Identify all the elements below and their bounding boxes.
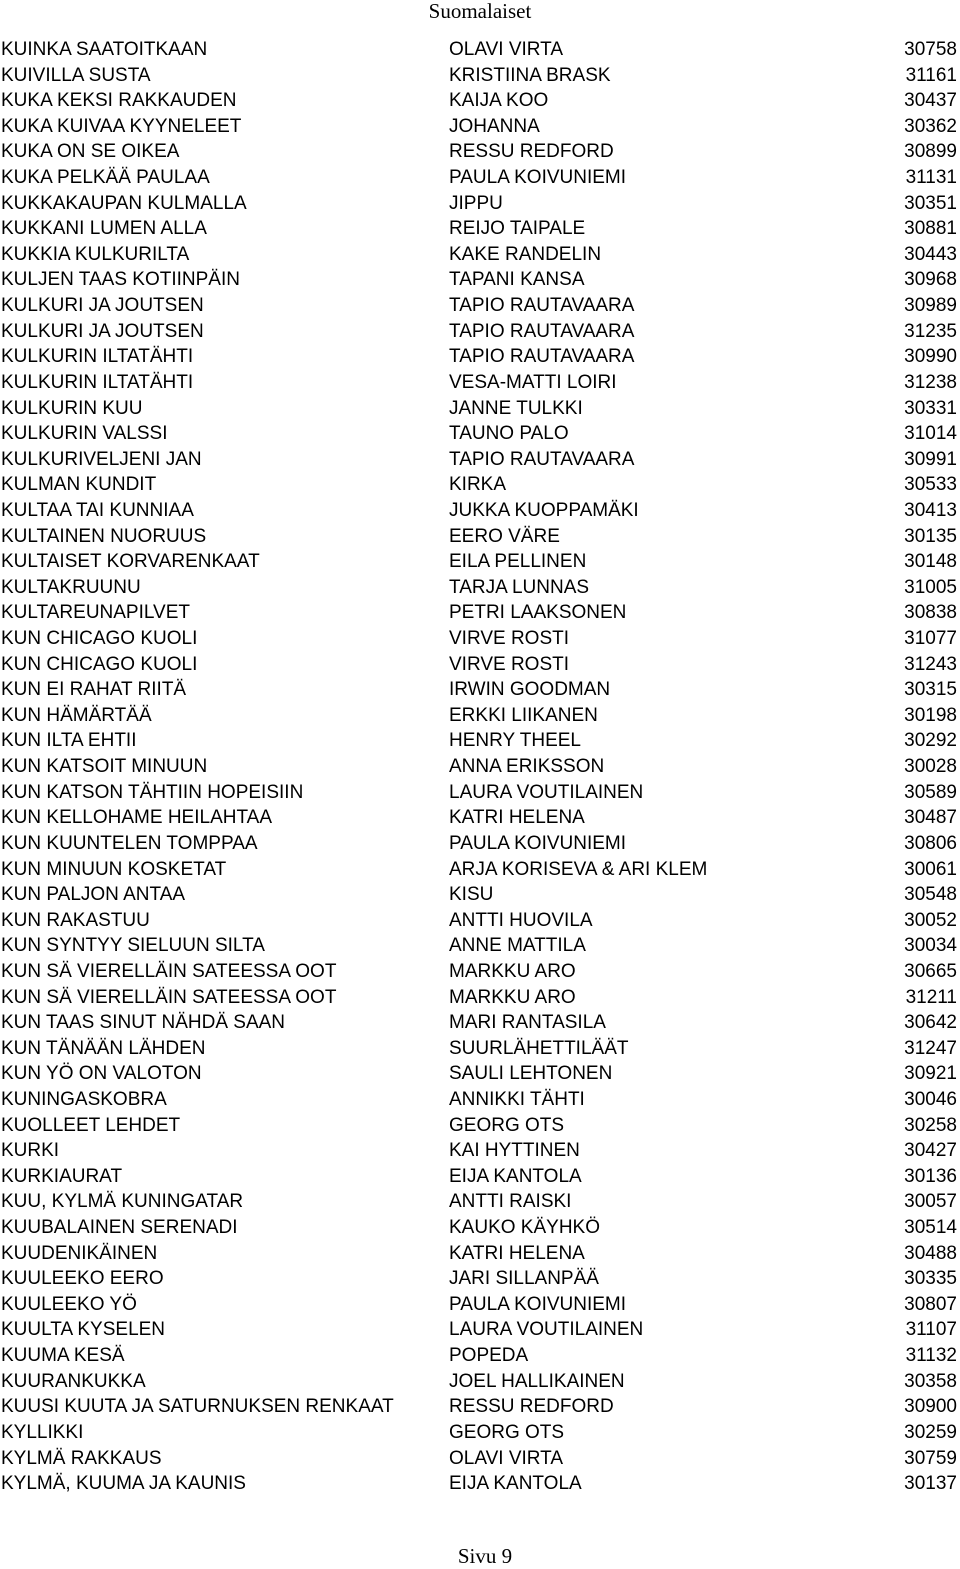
song-title: KURKIAURAT: [1, 1165, 123, 1187]
song-row: [0, 447, 960, 473]
song-row: [0, 191, 960, 217]
song-title: KUN MINUUN KOSKETAT: [1, 858, 227, 880]
song-title: KULTAA TAI KUNNIAA: [1, 499, 194, 521]
song-artist: REIJO TAIPALE: [449, 218, 586, 240]
song-artist: HENRY THEEL: [449, 730, 581, 752]
song-artist: OLAVI VIRTA: [449, 39, 564, 60]
song-artist: TARJA LUNNAS: [449, 576, 590, 598]
song-title: KULKURIN ILTATÄHTI: [1, 346, 194, 368]
song-artist: PETRI LAAKSONEN: [449, 602, 627, 624]
song-artist: JANNE TULKKI: [449, 397, 583, 419]
song-code: 30362: [904, 115, 957, 137]
song-code: 30258: [904, 1114, 957, 1136]
song-code: 30028: [904, 756, 957, 778]
song-row: [0, 37, 960, 63]
song-artist: JOHANNA: [449, 115, 540, 137]
song-row: [0, 293, 960, 319]
song-row: [0, 1420, 960, 1446]
song-row: [0, 754, 960, 780]
song-code: 30989: [904, 295, 957, 317]
song-row: [0, 857, 960, 883]
song-artist: KAIJA KOO: [449, 90, 549, 112]
song-artist: RESSU REDFORD: [449, 141, 614, 163]
song-title: KUN EI RAHAT RIITÄ: [1, 679, 187, 701]
song-row: [0, 549, 960, 575]
song-artist: TAUNO PALO: [449, 423, 569, 445]
song-artist: PAULA KOIVUNIEMI: [449, 832, 627, 854]
song-code: 30315: [904, 679, 957, 701]
page-header: Suomalaiset: [428, 0, 532, 23]
song-title: KUN CHICAGO KUOLI: [1, 653, 198, 675]
song-code: 30427: [904, 1140, 957, 1162]
song-artist: ANNA ERIKSSON: [449, 756, 605, 778]
song-code: 31077: [904, 628, 957, 650]
song-row: [0, 805, 960, 831]
song-row: [0, 1471, 960, 1497]
song-artist: RESSU REDFORD: [449, 1396, 614, 1418]
song-title: KUULEEKO EERO: [1, 1268, 164, 1290]
song-row: [0, 1036, 960, 1062]
song-title: KUN SÄ VIERELLÄIN SATEESSA OOT: [1, 960, 337, 982]
song-row: [0, 1446, 960, 1472]
song-row: [0, 139, 960, 165]
song-row: [0, 1266, 960, 1292]
song-title: KUN PALJON ANTAA: [1, 884, 186, 906]
song-artist: EERO VÄRE: [449, 525, 560, 547]
song-row: [0, 677, 960, 703]
song-row: [0, 88, 960, 114]
song-artist: JUKKA KUOPPAMÄKI: [449, 499, 639, 521]
song-artist: POPEDA: [449, 1345, 529, 1367]
song-row: [0, 1292, 960, 1318]
song-row: [0, 344, 960, 370]
song-code: 30759: [904, 1447, 957, 1469]
song-artist: IRWIN GOODMAN: [449, 679, 611, 701]
song-artist: KATRI HELENA: [449, 807, 585, 829]
song-artist: TAPANI KANSA: [449, 269, 585, 291]
song-artist: MARKKU ARO: [449, 960, 576, 982]
song-title: KUUMA KESÄ: [1, 1345, 125, 1367]
song-row: [0, 959, 960, 985]
song-artist: ANTTI RAISKI: [449, 1191, 572, 1213]
song-code: 30881: [904, 218, 957, 240]
song-row: [0, 1394, 960, 1420]
song-code: 30487: [904, 807, 957, 829]
song-title: KUN CHICAGO KUOLI: [1, 628, 198, 650]
song-title: KYLLIKKI: [1, 1421, 84, 1443]
song-title: KYLMÄ, KUUMA JA KAUNIS: [1, 1473, 246, 1495]
song-title: KYLMÄ RAKKAUS: [1, 1447, 162, 1469]
song-title: KUINKA SAATOITKAAN: [1, 39, 208, 60]
song-code: 30136: [904, 1165, 957, 1187]
song-title: KULKURI JA JOUTSEN: [1, 320, 204, 342]
song-artist: JIPPU: [449, 192, 503, 214]
song-row: [0, 703, 960, 729]
song-code: 30900: [904, 1396, 957, 1418]
song-code: 30589: [904, 781, 957, 803]
song-row: [0, 1241, 960, 1267]
song-row: [0, 626, 960, 652]
song-code: 30533: [904, 474, 957, 496]
song-row: [0, 63, 960, 89]
song-title: KULJEN TAAS KOTIINPÄIN: [1, 269, 240, 291]
song-row: [0, 600, 960, 626]
song-code: 31235: [904, 320, 957, 342]
song-code: 30137: [904, 1473, 957, 1495]
song-code: 30443: [904, 243, 957, 265]
song-artist: JARI SILLANPÄÄ: [449, 1268, 599, 1290]
song-row: [0, 267, 960, 293]
song-artist: TAPIO RAUTAVAARA: [449, 448, 635, 470]
song-code: 31107: [905, 1319, 957, 1341]
song-code: 30148: [904, 551, 957, 573]
song-artist: KAKE RANDELIN: [449, 243, 602, 265]
song-artist: KISU: [449, 884, 494, 906]
song-code: 30921: [904, 1063, 957, 1085]
song-row: [0, 216, 960, 242]
song-artist: ERKKI LIIKANEN: [449, 704, 598, 726]
song-title: KUN ILTA EHTII: [1, 730, 137, 752]
song-code: 30351: [904, 192, 957, 214]
song-artist: KAUKO KÄYHKÖ: [449, 1217, 600, 1239]
song-title: KUN RAKASTUU: [1, 909, 150, 931]
song-title: KUN SÄ VIERELLÄIN SATEESSA OOT: [1, 986, 337, 1008]
song-artist: PAULA KOIVUNIEMI: [449, 167, 627, 189]
song-code: 31243: [904, 653, 957, 675]
song-code: 30135: [904, 525, 957, 547]
song-code: 30057: [904, 1191, 957, 1213]
song-title: KULKURIVELJENI JAN: [1, 448, 202, 470]
song-row: [0, 1215, 960, 1241]
song-title: KUN YÖ ON VALOTON: [1, 1063, 202, 1085]
song-artist: KRISTIINA BRASK: [449, 64, 611, 86]
song-title: KUKKAKAUPAN KULMALLA: [1, 192, 247, 214]
song-artist: JOEL HALLIKAINEN: [449, 1370, 625, 1392]
song-row: [0, 985, 960, 1011]
song-code: 31014: [904, 423, 957, 445]
song-artist: EIJA KANTOLA: [449, 1165, 582, 1187]
song-code: 30758: [904, 39, 957, 60]
song-code: 30665: [904, 960, 957, 982]
song-code: 30514: [904, 1217, 957, 1239]
song-code: 30968: [904, 269, 957, 291]
song-artist: MARKKU ARO: [449, 986, 576, 1008]
song-row: [0, 524, 960, 550]
song-title: KULTAINEN NUORUUS: [1, 525, 207, 547]
song-list: [0, 37, 960, 1497]
song-row: [0, 472, 960, 498]
song-artist: EILA PELLINEN: [449, 551, 587, 573]
song-code: 30488: [904, 1242, 957, 1264]
song-code: 30899: [904, 141, 957, 163]
song-row: [0, 1087, 960, 1113]
song-title: KULTAREUNAPILVET: [1, 602, 190, 624]
song-artist: PAULA KOIVUNIEMI: [449, 1293, 627, 1315]
song-code: 30335: [904, 1268, 957, 1290]
song-artist: VIRVE ROSTI: [449, 653, 570, 675]
song-code: 30642: [904, 1012, 957, 1034]
song-title: KUKKANI LUMEN ALLA: [1, 218, 207, 240]
song-title: KUKA KEKSI RAKKAUDEN: [1, 90, 237, 112]
song-title: KUOLLEET LEHDET: [1, 1114, 181, 1136]
song-title: KUUSI KUUTA JA SATURNUKSEN RENKAAT: [1, 1396, 394, 1418]
song-row: [0, 242, 960, 268]
song-title: KULMAN KUNDIT: [1, 474, 157, 496]
song-title: KURKI: [1, 1140, 60, 1162]
song-row: [0, 831, 960, 857]
song-artist: MARI RANTASILA: [449, 1012, 606, 1034]
song-artist: ANNIKKI TÄHTI: [449, 1088, 585, 1110]
song-title: KULKURIN VALSSI: [1, 423, 168, 445]
song-artist: TAPIO RAUTAVAARA: [449, 346, 635, 368]
song-code: 30806: [904, 832, 957, 854]
song-code: 30034: [904, 935, 957, 957]
song-row: [0, 1164, 960, 1190]
song-row: [0, 933, 960, 959]
song-title: KULKURI JA JOUTSEN: [1, 295, 204, 317]
song-artist: ARJA KORISEVA & ARI KLEM: [449, 858, 708, 880]
song-row: [0, 652, 960, 678]
song-code: 30437: [904, 90, 957, 112]
song-row: [0, 882, 960, 908]
song-title: KUNINGASKOBRA: [1, 1088, 167, 1110]
song-code: 31161: [905, 64, 957, 86]
song-artist: LAURA VOUTILAINEN: [449, 781, 644, 803]
song-code: 30548: [904, 884, 957, 906]
song-artist: GEORG OTS: [449, 1421, 565, 1443]
song-title: KUURANKUKKA: [1, 1370, 146, 1392]
song-title: KUN TAAS SINUT NÄHDÄ SAAN: [1, 1012, 286, 1034]
song-title: KUKA PELKÄÄ PAULAA: [1, 167, 210, 189]
song-artist: SAULI LEHTONEN: [449, 1063, 613, 1085]
song-title: KUN KATSON TÄHTIIN HOPEISIIN: [1, 781, 304, 803]
song-code: 30331: [904, 397, 957, 419]
song-title: KULTAKRUUNU: [1, 576, 141, 598]
song-artist: LAURA VOUTILAINEN: [449, 1319, 644, 1341]
song-title: KULTAISET KORVARENKAAT: [1, 551, 260, 573]
song-row: [0, 1061, 960, 1087]
song-row: [0, 1317, 960, 1343]
song-row: [0, 1138, 960, 1164]
song-code: 30991: [904, 448, 957, 470]
song-title: KUN KUUNTELEN TOMPPAA: [1, 832, 258, 854]
song-title: KUKA KUIVAA KYYNELEET: [1, 115, 242, 137]
song-artist: TAPIO RAUTAVAARA: [449, 295, 635, 317]
song-code: 30990: [904, 346, 957, 368]
song-artist: TAPIO RAUTAVAARA: [449, 320, 635, 342]
song-artist: KIRKA: [449, 474, 507, 496]
song-row: [0, 370, 960, 396]
page-number: Sivu 9: [457, 1544, 513, 1568]
song-row: [0, 908, 960, 934]
song-row: [0, 165, 960, 191]
song-row: [0, 1010, 960, 1036]
song-row: [0, 1343, 960, 1369]
song-code: 30292: [904, 730, 957, 752]
song-code: 30413: [904, 499, 957, 521]
song-title: KUN SYNTYY SIELUUN SILTA: [1, 935, 265, 957]
song-row: [0, 498, 960, 524]
song-code: 30061: [904, 858, 957, 880]
song-title: KUUBALAINEN SERENADI: [1, 1217, 238, 1239]
song-row: [0, 575, 960, 601]
song-title: KUKA ON SE OIKEA: [1, 141, 180, 163]
song-title: KUKKIA KULKURILTA: [1, 243, 190, 265]
song-artist: SUURLÄHETTILÄÄT: [449, 1037, 629, 1059]
song-title: KUULEEKO YÖ: [1, 1293, 137, 1315]
song-artist: ANNE MATTILA: [449, 935, 586, 957]
song-artist: VIRVE ROSTI: [449, 628, 570, 650]
song-code: 30198: [904, 704, 957, 726]
song-code: 31132: [905, 1345, 957, 1367]
song-title: KUN HÄMÄRTÄÄ: [1, 704, 152, 726]
song-title: KUN KATSOIT MINUUN: [1, 756, 208, 778]
song-artist: KATRI HELENA: [449, 1242, 585, 1264]
song-artist: GEORG OTS: [449, 1114, 565, 1136]
song-code: 30259: [904, 1421, 957, 1443]
song-row: [0, 728, 960, 754]
song-title: KULKURIN ILTATÄHTI: [1, 371, 194, 393]
song-title: KUU, KYLMÄ KUNINGATAR: [1, 1191, 244, 1213]
song-title: KUIVILLA SUSTA: [1, 64, 151, 86]
song-code: 31131: [905, 167, 957, 189]
song-row: [0, 1369, 960, 1395]
song-code: 30046: [904, 1088, 957, 1110]
song-title: KULKURIN KUU: [1, 397, 143, 419]
song-artist: OLAVI VIRTA: [449, 1447, 564, 1469]
song-code: 31247: [904, 1037, 957, 1059]
song-title: KUN TÄNÄÄN LÄHDEN: [1, 1037, 206, 1059]
song-code: 31211: [905, 986, 957, 1008]
song-code: 30807: [904, 1293, 957, 1315]
song-title: KUULTA KYSELEN: [1, 1319, 166, 1341]
song-artist: KAI HYTTINEN: [449, 1140, 580, 1162]
song-code: 30052: [904, 909, 957, 931]
song-code: 31005: [904, 576, 957, 598]
song-row: [0, 114, 960, 140]
song-code: 31238: [904, 371, 957, 393]
song-row: [0, 780, 960, 806]
song-artist: EIJA KANTOLA: [449, 1473, 582, 1495]
song-title: KUN KELLOHAME HEILAHTAA: [1, 807, 273, 829]
song-row: [0, 396, 960, 422]
song-artist: VESA-MATTI LOIRI: [449, 371, 617, 393]
song-row: [0, 319, 960, 345]
song-row: [0, 1189, 960, 1215]
song-row: [0, 421, 960, 447]
song-title: KUUDENIKÄINEN: [1, 1242, 158, 1264]
song-artist: ANTTI HUOVILA: [449, 909, 593, 931]
song-code: 30358: [904, 1370, 957, 1392]
song-code: 30838: [904, 602, 957, 624]
song-row: [0, 1113, 960, 1139]
